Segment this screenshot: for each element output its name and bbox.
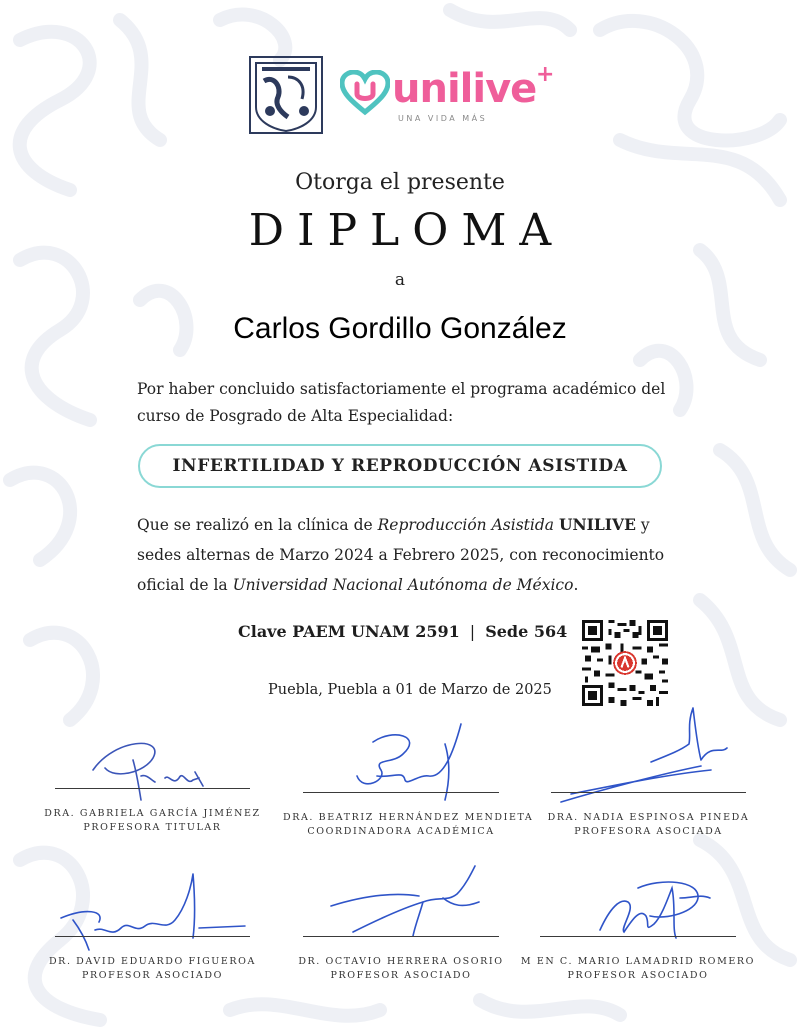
signature-line xyxy=(303,792,499,793)
signature-line xyxy=(303,936,499,937)
body2-university: Universidad Nacional Autónoma de México xyxy=(232,576,574,594)
signature-5-icon xyxy=(323,862,493,952)
body2-brand: UNILIVE xyxy=(558,515,636,534)
signer-title: PROFESOR ASOCIADO xyxy=(567,970,709,981)
body2-period: . xyxy=(573,576,579,594)
signature-6-icon xyxy=(580,858,730,958)
sede-code: Sede 564 xyxy=(485,622,568,641)
signature-line xyxy=(55,936,250,937)
signature-line xyxy=(540,936,736,937)
to-word: a xyxy=(394,270,406,290)
brand-tagline: UNA VIDA MÁS xyxy=(398,114,488,123)
signature-line xyxy=(55,788,250,789)
signer-name: DR. DAVID EDUARDO FIGUEROA xyxy=(48,956,257,967)
qr-code-icon xyxy=(582,620,668,706)
signer-name: DRA. GABRIELA GARCÍA JIMÉNEZ xyxy=(44,808,261,819)
brand-plus: + xyxy=(536,62,555,87)
body-paragraph-2 xyxy=(137,510,677,600)
clave-line xyxy=(238,622,567,641)
signature-4-icon xyxy=(55,868,255,958)
body2-dates: y sedes alternas de Marzo 2024 a Febrero 2025, con reconocimiento oficial de la xyxy=(137,516,665,594)
signature-line xyxy=(551,792,746,793)
signature-3-icon xyxy=(551,704,746,814)
body2-text: Que se realizó en la clínica de xyxy=(137,516,378,534)
signature-block-3 xyxy=(547,704,750,842)
signature-block-4 xyxy=(48,868,257,981)
separator: | xyxy=(469,622,476,641)
signer-title: PROFESOR ASOCIADO xyxy=(330,970,472,981)
signature-block-2 xyxy=(283,712,534,842)
clave-code: Clave PAEM UNAM 2591 xyxy=(238,622,460,641)
signer-title: COORDINADORA ACADÉMICA xyxy=(307,826,495,837)
body2-clinic: Reproducción Asistida xyxy=(377,516,555,534)
signature-1-icon xyxy=(75,730,225,810)
signer-name: DRA. NADIA ESPINOSA PINEDA xyxy=(547,812,750,823)
signature-block-1 xyxy=(44,722,261,833)
intro-text: Otorga el presente xyxy=(295,170,505,195)
heart-u-icon xyxy=(340,70,390,116)
signer-name: DRA. BEATRIZ HERNÁNDEZ MENDIETA xyxy=(283,812,534,823)
signer-title: PROFESORA TITULAR xyxy=(83,822,222,833)
recipient-name: Carlos Gordillo González xyxy=(233,312,567,345)
signature-2-icon xyxy=(333,714,483,814)
unilive-logo xyxy=(340,62,555,126)
program-title: INFERTILIDAD Y REPRODUCCIÓN ASISTIDA xyxy=(138,444,662,488)
place-date: Puebla, Puebla a 01 de Marzo de 2025 xyxy=(268,682,552,698)
unam-logo-icon xyxy=(248,55,324,135)
signature-block-6 xyxy=(520,858,756,984)
brand-name: unilive xyxy=(392,66,537,112)
signer-name: M EN C. MARIO LAMADRID ROMERO xyxy=(520,956,756,967)
signer-title: PROFESOR ASOCIADO xyxy=(82,970,223,981)
diploma-title: DIPLOMA xyxy=(248,205,565,256)
signer-name: DR. OCTAVIO HERRERA OSORIO xyxy=(298,956,504,967)
signer-title: PROFESORA ASOCIADA xyxy=(574,826,723,837)
body-paragraph-1: Por haber concluido satisfactoriamente el programa académico del curso de Posgrado de Alta Especialidad: xyxy=(137,380,666,425)
signature-block-5 xyxy=(298,862,504,981)
